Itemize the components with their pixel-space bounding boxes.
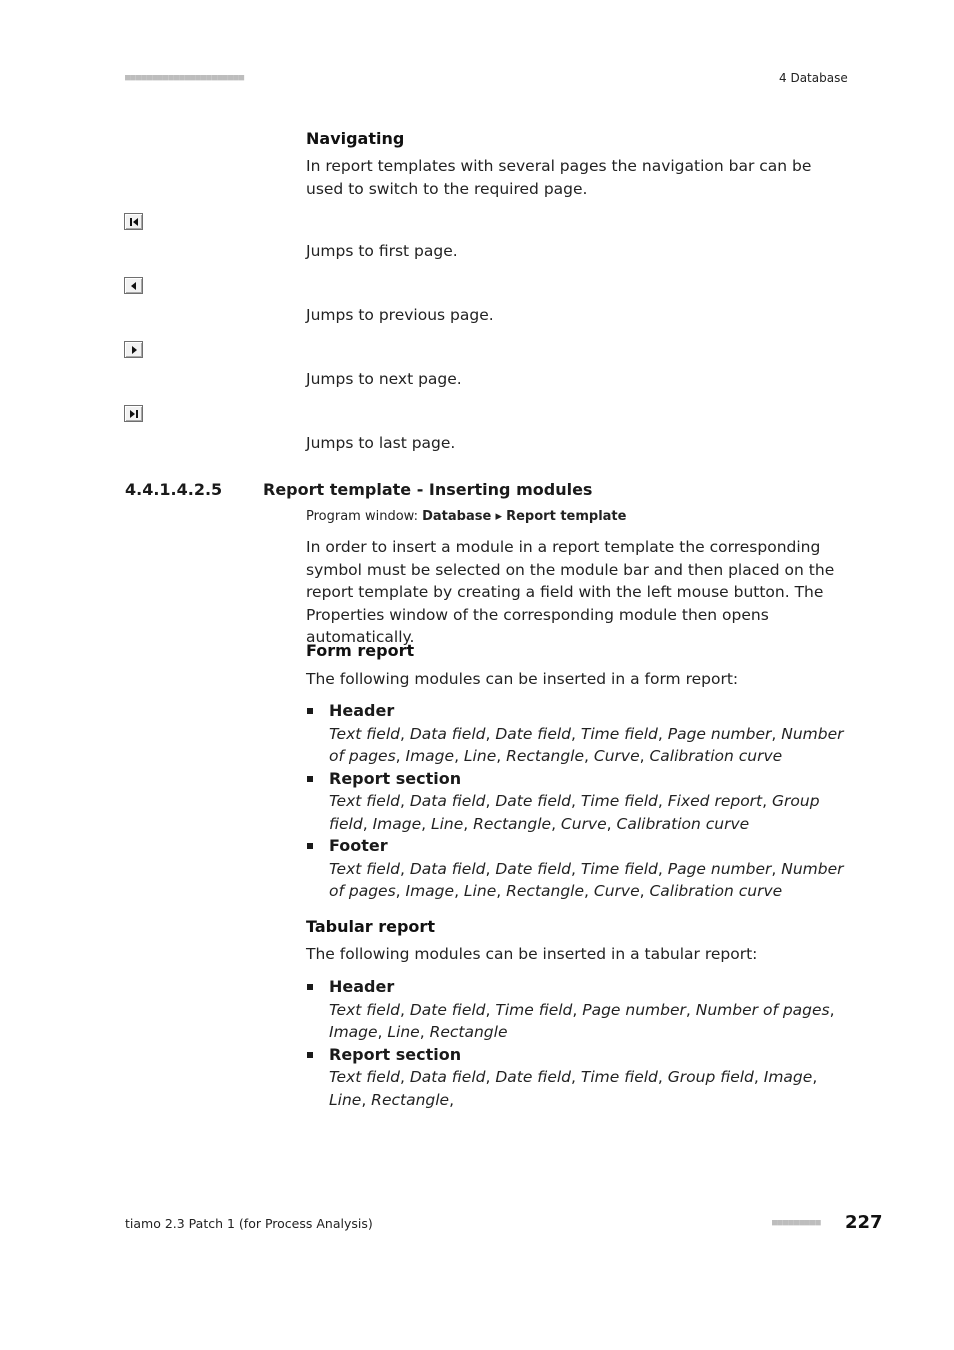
module-name: Time field: [580, 792, 658, 810]
list-item: [306, 700, 846, 768]
module-name: Text field: [329, 792, 400, 810]
module-name: Time field: [580, 1068, 658, 1086]
module-name: Number of pages: [329, 724, 844, 765]
module-name: Image: [405, 882, 455, 900]
list-item: [306, 1044, 846, 1112]
bullet-marker: [307, 984, 313, 990]
list-item-modules: Text field, Data field, Date field, Time field, Page number, Number of pages, Image, Line, Rectangle, Curve, Calibration curve: [329, 724, 844, 765]
module-name: Page number: [667, 859, 772, 878]
module-name: Rectangle: [506, 882, 585, 900]
module-name: Page number: [582, 1000, 686, 1019]
section-intro: In order to insert a module in a report template the corresponding symbol must be selected on the module bar and then placed on the report template by creating a field with the left mouse button. The Properties window of the corresponding module then opens automatically.: [306, 538, 835, 646]
module-name: Image: [405, 747, 455, 765]
module-name: Image: [372, 814, 422, 833]
tabular-report-list: [306, 976, 846, 1111]
module-name: Date field: [409, 1000, 486, 1019]
previous-page-desc: Jumps to previous page.: [306, 306, 494, 324]
tabular-report-intro: The following modules can be inserted in a tabular report:: [306, 945, 758, 963]
list-item-modules: Text field, Data field, Date field, Time field, Group field, Image, Line, Rectangle,: [329, 1068, 818, 1109]
bullet-marker: [307, 843, 313, 849]
module-name: Time field: [580, 724, 658, 743]
list-item-title: Header: [329, 977, 395, 996]
module-name: Line: [329, 1090, 362, 1109]
module-name: Calibration curve: [649, 747, 783, 765]
list-item-modules: Text field, Data field, Date field, Time field, Page number, Number of pages, Image, Line, Rectangle, Curve, Calibration curve: [329, 859, 844, 900]
module-name: Text field: [329, 1068, 400, 1086]
module-name: Line: [463, 882, 497, 900]
module-name: Time field: [495, 1000, 573, 1019]
last-page-icon: [129, 409, 139, 419]
form-report-list: [306, 700, 846, 903]
bullet-marker: [307, 708, 313, 714]
form-report-heading: Form report: [306, 641, 415, 660]
module-name: Text field: [329, 859, 400, 878]
module-name: Date field: [495, 1068, 571, 1086]
section-title: Report template - Inserting modules: [263, 480, 593, 499]
trailing-punctuation: ,: [449, 1090, 455, 1109]
module-name: Line: [463, 747, 497, 765]
program-window-label: Program window:: [306, 509, 423, 524]
page-number: 227: [845, 1212, 883, 1233]
last-page-button[interactable]: [124, 405, 143, 422]
bullet-marker: [307, 776, 313, 782]
list-item-title: Report section: [329, 1044, 462, 1064]
section-number: 4.4.1.4.2.5: [125, 480, 223, 499]
module-name: Rectangle: [429, 1023, 508, 1041]
module-name: Time field: [580, 859, 658, 878]
module-name: Number of pages: [329, 859, 844, 900]
footer-product: tiamo 2.3 Patch 1 (for Process Analysis): [125, 1216, 373, 1231]
module-name: Curve: [593, 747, 640, 765]
module-name: Line: [387, 1023, 420, 1041]
first-page-button[interactable]: [124, 213, 143, 230]
list-item-modules: Text field, Data field, Date field, Time field, Fixed report, Group field, Image, Line, Rectangle, Curve, Calibration curve: [329, 792, 820, 833]
navigating-intro: In report templates with several pages the navigation bar can be used to switch to the required page.: [306, 157, 812, 198]
list-item: [306, 768, 846, 836]
next-page-button[interactable]: [124, 341, 143, 358]
list-item-modules: Text field, Date field, Time field, Page number, Number of pages, Image, Line, Rectangle: [329, 1000, 835, 1041]
chapter-title: 4 Database: [779, 71, 848, 85]
module-name: Rectangle: [506, 747, 585, 765]
module-name: Date field: [495, 724, 571, 743]
path-report-template: Report template: [506, 509, 627, 524]
list-item-title: Header: [329, 701, 395, 720]
module-name: Group field: [667, 1068, 754, 1086]
module-name: Page number: [667, 724, 772, 743]
header-decoration: ■■■■■■■■■■■■■■■■■■■■■■: [125, 73, 245, 83]
module-name: Curve: [560, 814, 607, 833]
module-name: Date field: [495, 792, 571, 810]
module-name: Date field: [495, 859, 571, 878]
module-name: Line: [430, 814, 464, 833]
module-name: Group field: [329, 792, 820, 833]
list-item: [306, 976, 846, 1044]
last-page-desc: Jumps to last page.: [306, 434, 456, 452]
program-window-path: [306, 509, 626, 524]
module-name: Rectangle: [371, 1090, 450, 1109]
module-name: Fixed report: [667, 792, 763, 810]
tabular-report-heading: Tabular report: [306, 917, 435, 936]
module-name: Image: [763, 1068, 813, 1086]
list-item-title: Footer: [329, 836, 388, 855]
list-item: [306, 835, 846, 903]
footer-decoration: ■■■■■■■■■: [772, 1218, 821, 1228]
module-name: Data field: [409, 1068, 486, 1086]
path-database: Database: [422, 509, 492, 524]
next-page-desc: Jumps to next page.: [306, 370, 462, 388]
module-name: Number of pages: [695, 1000, 830, 1019]
module-name: Text field: [329, 1000, 400, 1019]
list-item-title: Report section: [329, 768, 462, 788]
module-name: Data field: [409, 724, 486, 743]
module-name: Calibration curve: [616, 814, 750, 833]
module-name: Calibration curve: [649, 882, 783, 900]
navigating-heading: Navigating: [306, 129, 405, 148]
form-report-intro: The following modules can be inserted in a form report:: [306, 670, 739, 688]
first-page-icon: [129, 217, 139, 227]
module-name: Curve: [593, 882, 640, 900]
previous-page-icon: [129, 281, 139, 291]
module-name: Rectangle: [473, 814, 552, 833]
module-name: Image: [329, 1023, 378, 1041]
module-name: Data field: [409, 859, 486, 878]
previous-page-button[interactable]: [124, 277, 143, 294]
path-arrow: ▸: [495, 509, 502, 524]
module-name: Text field: [329, 724, 400, 743]
module-name: Data field: [409, 792, 486, 810]
bullet-marker: [307, 1052, 313, 1058]
first-page-desc: Jumps to first page.: [306, 242, 458, 260]
next-page-icon: [129, 345, 139, 355]
